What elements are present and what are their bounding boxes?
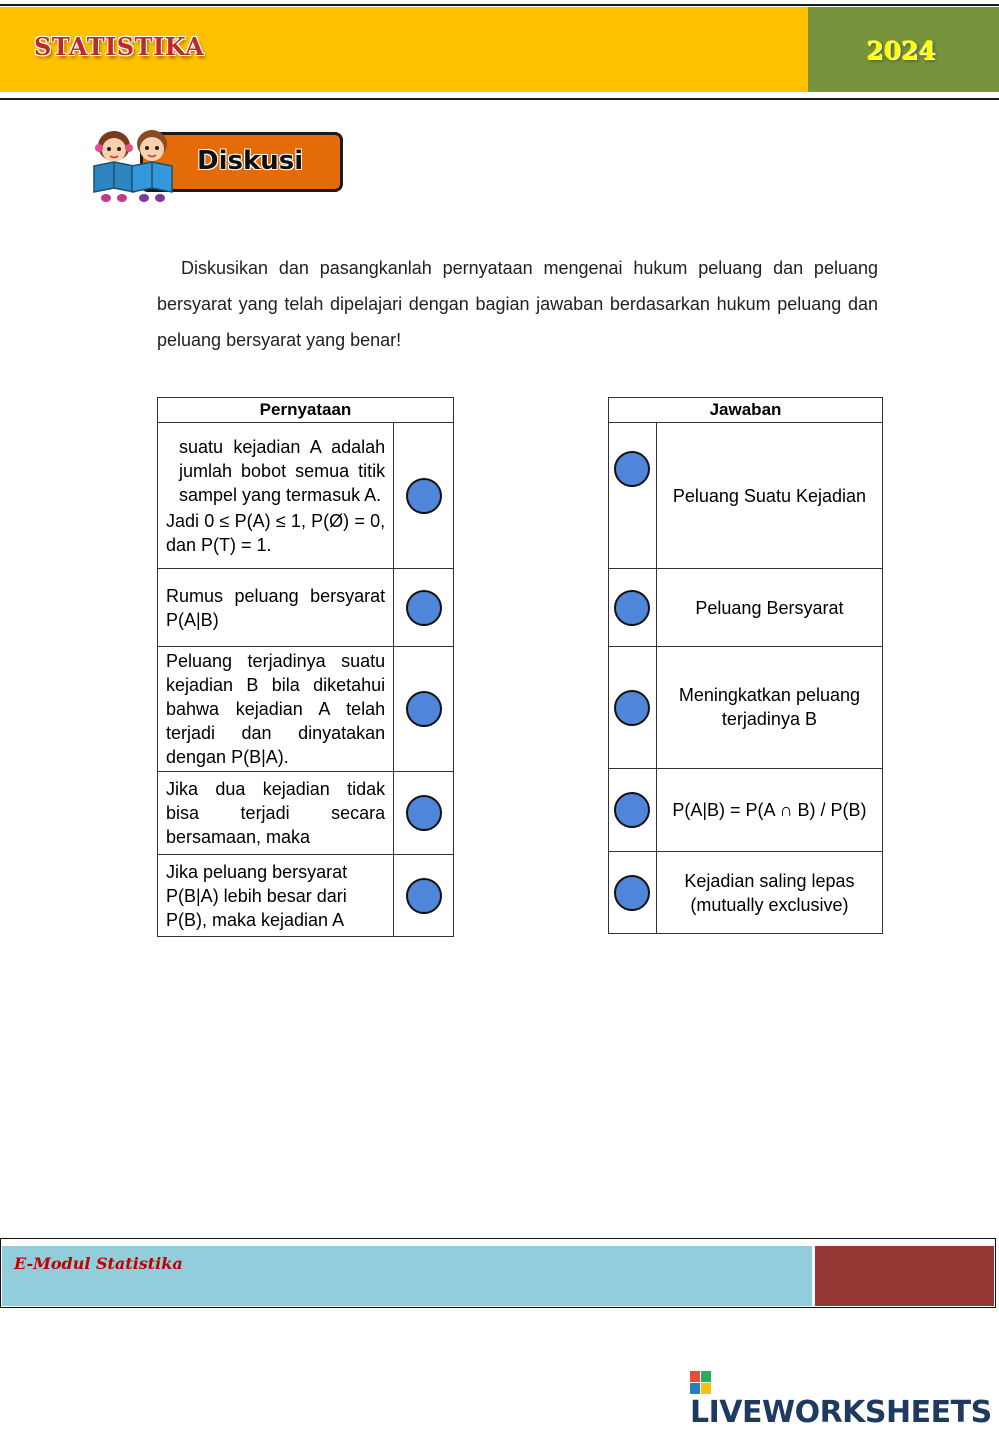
answer-text: Peluang Bersyarat [695,597,844,618]
instruction-paragraph: Diskusikan dan pasangkanlah pernyataan mengenai hukum peluang dan peluang bersyarat yang telah dipelajari dengan bagian jawaban berdasarkan hukum peluang dan peluang bersyarat yang benar! [157,258,878,350]
statement-text-continued: Jadi 0 ≤ P(A) ≤ 1, P(Ø) = 0, dan P(T) = 1. [166,510,386,555]
match-dot-statement-3[interactable] [406,691,442,727]
liveworksheets-logo [690,1371,999,1430]
module-title: STATISTIKA [34,32,205,61]
reading-kids-icon [90,126,180,204]
liveworksheets-mark-icon [690,1371,712,1395]
section-badge-label: Diskusi [197,146,304,176]
match-dot-answer-4[interactable] [614,792,650,828]
match-dot-statement-4[interactable] [406,795,442,831]
statement-text: Rumus peluang bersyarat P(A|B) [166,585,386,630]
answer-table-header: Jawaban [609,398,883,423]
answer-text: P(A|B) = P(A ∩ B) / P(B) [672,800,867,820]
answer-table [608,397,883,934]
module-year: 2024 [866,36,936,65]
answer-dot-cell [609,769,657,852]
statement-dot-cell [394,855,454,937]
statement-text: Peluang terjadinya suatu kejadian B bila diketahui bahwa kejadian A telah terjadi dan dinyatakan dengan P(B|A). [166,651,386,767]
statement-cell [158,855,394,937]
header-top-rule [0,4,999,6]
answer-dot-cell [609,423,657,569]
match-dot-answer-2[interactable] [614,590,650,626]
liveworksheets-wordmark: LIVEWORKSHEETS [690,1395,992,1430]
statement-dot-cell [394,569,454,647]
statement-dot-cell [394,647,454,772]
match-dot-answer-5[interactable] [614,875,650,911]
match-dot-statement-1[interactable] [406,478,442,514]
match-dot-statement-5[interactable] [406,878,442,914]
statement-cell [158,569,394,647]
statement-text: Jika peluang bersyarat P(B|A) lebih besar dari P(B), maka kejadian A [166,861,348,930]
match-dot-answer-1[interactable] [614,451,650,487]
answer-cell [656,647,882,769]
statement-dot-cell [394,423,454,569]
answer-cell [656,569,882,647]
match-dot-statement-2[interactable] [406,590,442,626]
header-bottom-rule [0,98,999,100]
answer-dot-cell [609,569,657,647]
answer-dot-cell [609,852,657,934]
footer-accent-bar [815,1246,994,1306]
statement-table [157,397,454,937]
statement-cell [158,647,394,772]
statement-dot-cell [394,772,454,855]
answer-cell [656,769,882,852]
answer-cell [656,852,882,934]
answer-text: Peluang Suatu Kejadian [672,485,867,506]
answer-dot-cell [609,647,657,769]
statement-table-header: Pernyataan [158,398,454,423]
footer-module-label: E-Modul Statistika [14,1254,183,1273]
answer-text: Kejadian saling lepas (mutually exclusive) [684,870,855,915]
statement-text: Jika dua kejadian tidak bisa terjadi secara bersamaan, maka [166,779,386,847]
answer-cell [656,423,882,569]
match-dot-answer-3[interactable] [614,690,650,726]
statement-cell [158,772,394,855]
statement-cell [158,423,394,569]
statement-text: suatu kejadian A adalah jumlah bobot semua titik sampel yang termasuk A. [179,436,386,505]
answer-text: Meningkatkan peluang terjadinya B [678,685,861,729]
